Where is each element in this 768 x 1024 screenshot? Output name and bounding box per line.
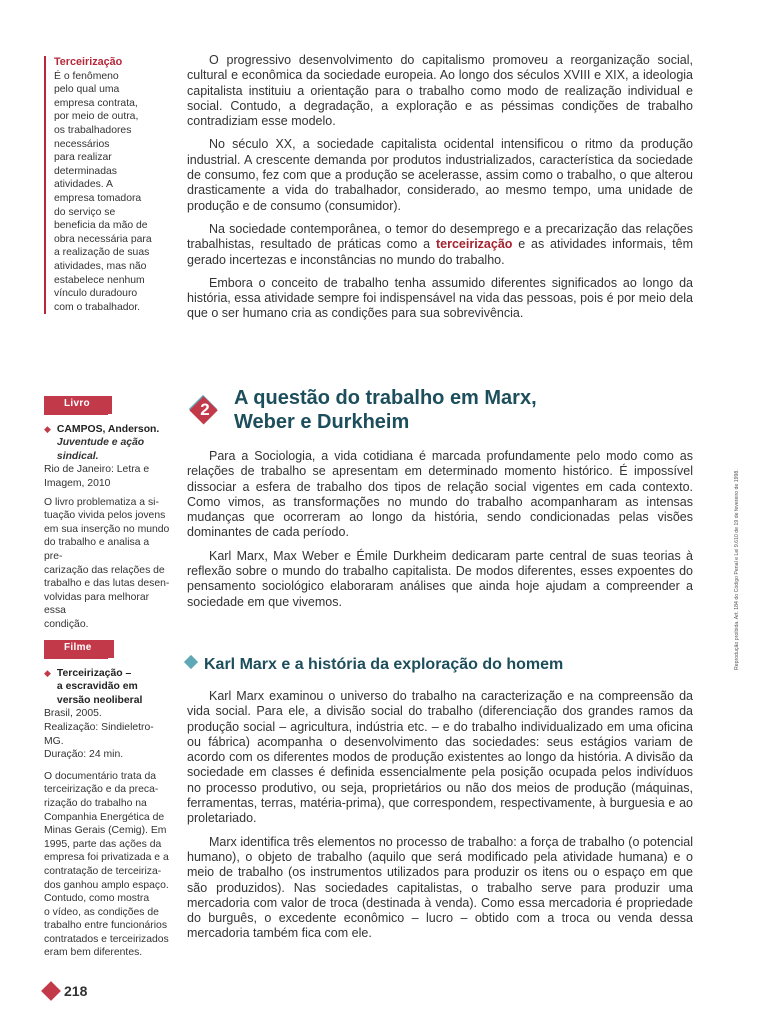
subsection-heading	[186, 656, 563, 674]
paragraph: Na sociedade contemporânea, o temor do desemprego e a precarização das relações trabalhistas, resultado de práticas como a terceirização e as atividades informais, têm gerado incertezas e inconstâncias no mundo do trabalho.	[187, 221, 693, 267]
book-recommendation	[44, 396, 170, 632]
subsection-title: Karl Marx e a história da exploração do homem	[204, 656, 564, 673]
paragraph: Karl Marx examinou o universo do trabalho na caracterização e na compreensão da vida social. Para ele, a divisão social do trabalho (diferenciação dos grandes ramos da produção social – agricultura, indústria etc. – e do trabalho individualizado em uma oficina ou fábrica) acompanha o desenvolvimento das sociedades: seus estágios variam de acordo com os diferentes modos de produção existentes ao longo da história. A divisão da sociedade em classes é definida essencialmente pela posição ocupada pelos indivíduos no processo produtivo, ou seja, proprietários ou não dos meios de produção (máquinas, ferramentas, terras, matéria-prima), que correspondem, respectivamente, à burguesia e ao proletariado.	[187, 689, 693, 826]
book-publication: Rio de Janeiro: Letra e Imagem, 2010	[44, 464, 150, 489]
paragraph: Marx identifica três elementos no processo de trabalho: a força de trabalho (o potencial humano), o objeto de trabalho (aquilo que será modificado pela atividade humana) e o meio de trabalho (os instrumentos utilizados para produzir os itens ou o espaço em que são produzidos). Nas sociedades capitalistas, o trabalho serve para produzir uma mercadoria com valor de troca (destinada à venda). Como essa mercadoria é propriedade do burguês, o excedente econômico – lucro – obtido com a troca ou venda dessa mercadoria também fica com ele.	[187, 834, 693, 941]
copyright-notice: Reprodução proibida. Art. 184 do Código Penal e Lei 9.610 de 19 de fevereiro de 1998.	[734, 469, 740, 670]
paragraph: Para a Sociologia, a vida cotidiana é marcada profundamente pelo modo como as relações de trabalho se apresentam em determinado momento histórico. É impossível dissociar a esfera de trabalho dos tipos de relação social vigentes em cada contexto. Como vimos, as transformações no mundo do trabalho acompanharam as intensas mudanças que ocorreram ao longo da história, sendo condicionadas pelas visões dominantes de cada período.	[187, 449, 693, 540]
paragraph: O progressivo desenvolvimento do capitalismo promoveu a reorganização social, cultural e econômica da sociedade europeia. Ao longo dos séculos XVIII e XIX, a ideologia capitalista instituiu a orientação para o trabalho como modo de realização individual e social. Contudo, a degradação, a exploração e as péssimas condições de trabalho contradiziam esse modelo.	[187, 53, 693, 129]
paragraph: No século XX, a sociedade capitalista ocidental intensificou o ritmo da produção industrial. A crescente demanda por produtos industrializados, característica da sociedade de consumo, fez com que a produção se acelerasse, assim como o trabalho, o que alterou drasticamente a vida do trabalhador, considerado, ao mesmo tempo, uma unidade de produção e de consumo (consumidor).	[187, 137, 693, 213]
paragraph: Embora o conceito de trabalho tenha assumido diferentes significados ao longo da história, essa atividade sempre foi indispensável na vida das pessoas, pois é por meio dela que o ser humano cria as condições para sua sobrevivência.	[187, 275, 693, 321]
section-body	[187, 449, 693, 618]
section-heading	[186, 386, 696, 434]
paragraph: Karl Marx, Max Weber e Émile Durkheim dedicaram parte central de suas teorias à reflexão sobre o mundo do trabalho capitalista. De modos diferentes, esses expoentes do pensamento sociológico elaboraram análises que ainda hoje ajudam a compreender a sociedade em que vivemos.	[187, 548, 693, 609]
subsection-body	[187, 689, 693, 950]
book-description: O livro problematiza a si- tuação vivida pelos jovens em sua inserção no mundo do trabalho e analisa a pre- carização das relações de trabalho e das lutas desen- volvidas para melhorar essa condição.	[44, 496, 170, 630]
diamond-bullet-icon: ◆	[44, 667, 51, 678]
intro-text	[187, 53, 693, 330]
highlighted-term: terceirização	[435, 237, 513, 252]
glossary-definition: É o fenômeno pelo qual uma empresa contrata, por meio de outra, os trabalhadores necessários para realizar determinadas atividades. A empresa tomadora do serviço se beneficia da mão de obra necessária para a realização de suas atividades, mas não estabelece nenhum vínculo duradouro com o trabalhador.	[54, 70, 152, 313]
film-description: O documentário trata da terceirização e da preca- rização do trabalho na Companhia Energética de Minas Gerais (Cemig). Em 1995, parte das ações da empresa foi privatizada e a contratação de terceiriza- dos ganhou amplo espaço. Contudo, como mostra o vídeo, as condições de trabalho entre funcionários contratados e terceirizados eram bem diferentes.	[44, 770, 169, 959]
glossary-box	[44, 56, 172, 314]
diamond-bullet-icon	[184, 655, 198, 669]
section-number: 2	[200, 400, 210, 419]
book-author: CAMPOS, Anderson.	[56, 423, 160, 435]
section-number-badge	[186, 392, 220, 426]
glossary-term: Terceirização	[54, 56, 123, 68]
book-title: Juventude e ação sindical.	[56, 437, 145, 462]
page-number-text: 218	[64, 983, 88, 999]
film-tag: Filme	[44, 640, 114, 658]
film-recommendation	[44, 640, 170, 960]
diamond-icon	[41, 981, 61, 1001]
book-tag: Livro	[44, 396, 112, 414]
film-meta: Brasil, 2005. Realização: Sindieletro-MG. Duração: 24 min.	[44, 708, 154, 761]
diamond-bullet-icon: ◆	[44, 423, 51, 434]
film-title: Terceirização – a escravidão em versão neoliberal	[56, 667, 143, 706]
page-number	[44, 983, 87, 999]
section-title: A questão do trabalho em Marx, Weber e Durkheim	[234, 387, 537, 433]
